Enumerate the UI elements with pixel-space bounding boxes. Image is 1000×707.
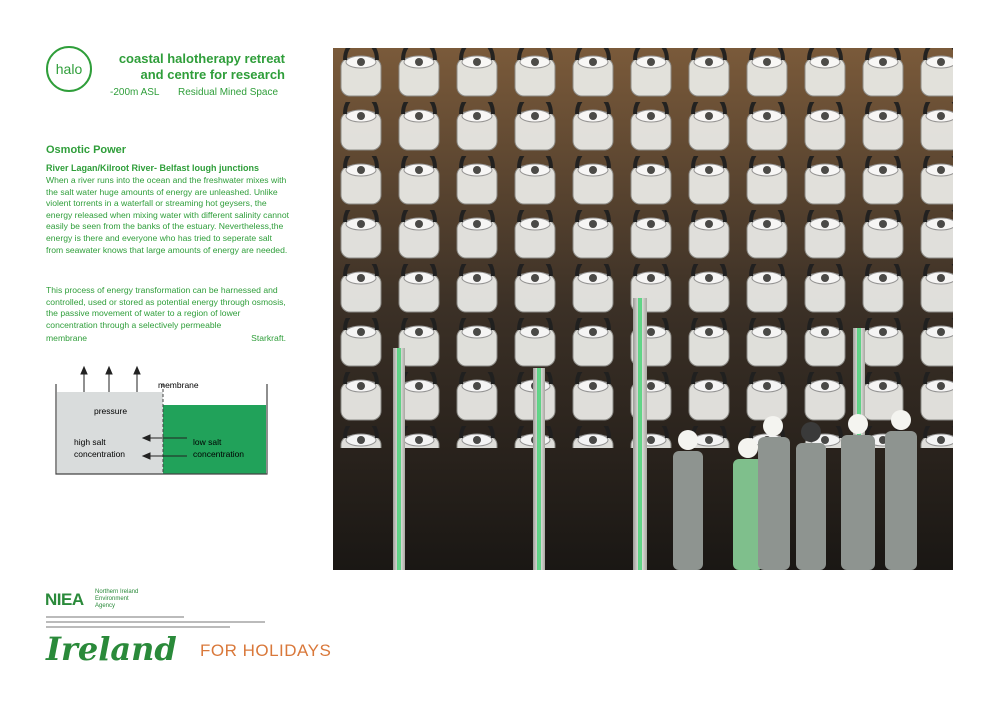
pressure-label: pressure	[94, 406, 128, 416]
membrane-label: membrane	[158, 380, 199, 390]
sub-heading: River Lagan/Kilroot River- Belfast lough junctions	[46, 163, 260, 173]
paragraph-2: This process of energy transformation can be harnessed and controlled, used or stored as potential energy through osmosis, the passive movement of water to a region of lower concentration through a selectively permeable	[46, 285, 286, 330]
high-salt-label-1: high salt	[74, 437, 106, 447]
halo-logo-text: halo	[55, 61, 83, 77]
section-title: Osmotic Power	[46, 144, 127, 156]
space-label: Residual Mined Space	[178, 87, 279, 98]
niea-text-line-1: Northern Ireland	[95, 589, 139, 595]
niea-text-line-3: Agency	[95, 603, 116, 609]
high-salt-region	[57, 392, 163, 474]
paragraph-2-last-word: membrane	[46, 333, 88, 343]
niea-logo: NIEA	[45, 590, 84, 609]
depth-label: -200m ASL	[110, 87, 160, 98]
paragraph-1: When a river runs into the ocean and the freshwater mixes with the salt water huge amounts of energy are unleashed. Unlike violent torrents in a waterfall or streaming hot geysers, the energy released when mixing water with different salinity cannot easily be seen from the banks of the estuary. Nevertheless,the energy is there and everyone who has tried to seperate salt from seawater knows that large amounts of energy are needed.	[46, 175, 289, 255]
for-holidays-text: FOR HOLIDAYS	[200, 641, 332, 660]
ireland-logo: Ireland	[46, 630, 177, 668]
niea-text-line-2: Environment	[95, 596, 129, 602]
credit: Starkraft.	[251, 333, 286, 343]
halo-logo	[46, 46, 92, 92]
fine-print	[46, 614, 276, 628]
niea-text	[95, 589, 138, 610]
title-line-1: coastal halotherapy retreat	[118, 51, 285, 66]
title-line-2: and centre for research	[140, 67, 285, 82]
low-salt-label-1: low salt	[193, 437, 222, 447]
pressure-arrows	[81, 367, 140, 392]
osmotic-plant-photo	[333, 48, 953, 570]
high-salt-label-2: concentration	[74, 449, 126, 459]
low-salt-label-2: concentration	[193, 449, 245, 459]
paragraph-2-end	[46, 333, 286, 343]
osmosis-diagram	[52, 364, 280, 480]
